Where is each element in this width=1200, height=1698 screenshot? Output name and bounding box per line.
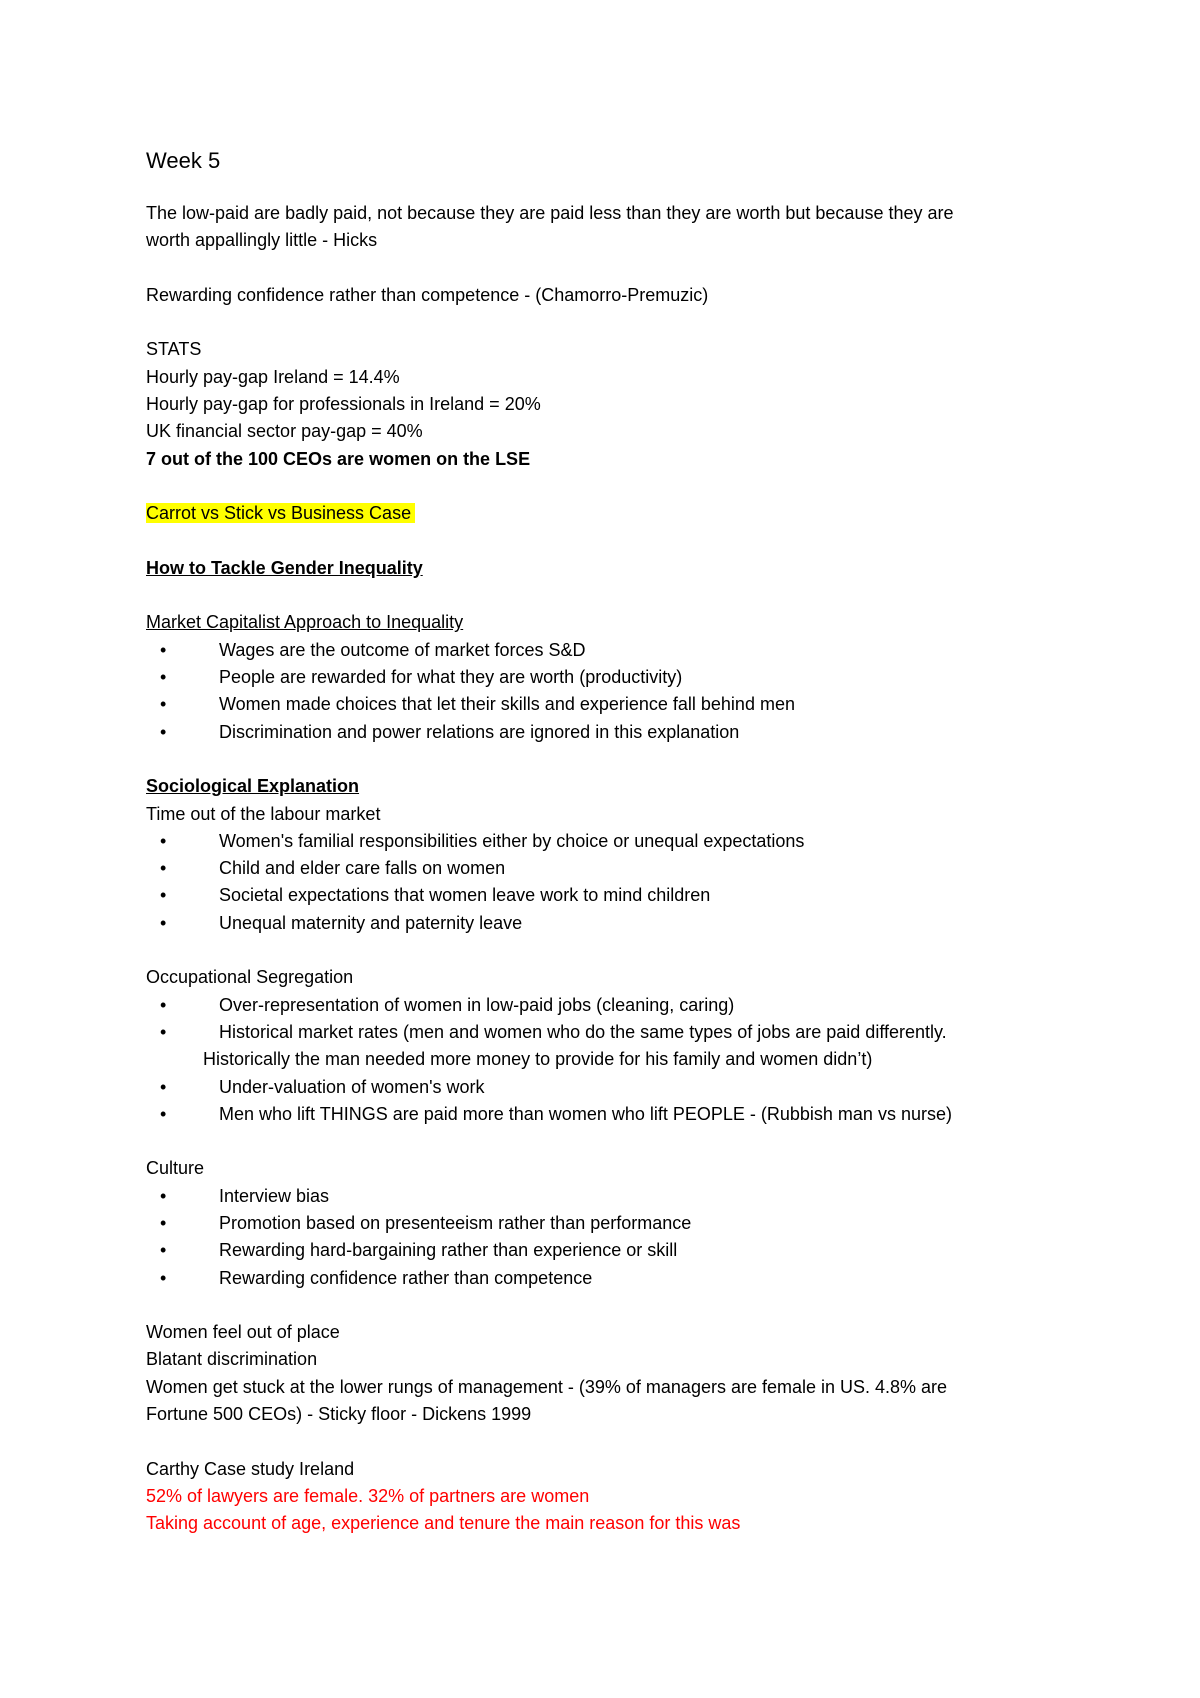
list-item-text: People are rewarded for what they are worth (productivity) <box>219 667 683 688</box>
confidence-quote: Rewarding confidence rather than competence - (Chamorro-Premuzic) <box>146 284 709 305</box>
list-item-text: Rewarding hard-bargaining rather than experience or skill <box>219 1240 678 1261</box>
misc-line: Fortune 500 CEOs) - Sticky floor - Dickens 1999 <box>146 1404 532 1425</box>
bullet-icon: • <box>160 858 167 879</box>
carthy-red-line: Taking account of age, experience and tenure the main reason for this was <box>146 1513 741 1534</box>
bullet-icon: • <box>160 1267 167 1288</box>
bullet-icon: • <box>160 639 167 660</box>
spacer <box>146 473 1066 500</box>
bullet-icon: • <box>160 1076 167 1097</box>
list-item <box>146 1101 1066 1128</box>
occupational-bullet-list <box>146 992 1066 1128</box>
list-item <box>146 855 1066 882</box>
list-item-text-continued: Historically the man needed more money to provide for his family and women didn’t) <box>203 1049 873 1070</box>
list-item-text: Unequal maternity and paternity leave <box>219 912 523 933</box>
document-title: Week 5 <box>146 148 221 173</box>
document-page <box>146 146 1066 1538</box>
spacer <box>146 528 1066 555</box>
bullet-icon: • <box>160 885 167 906</box>
carthy-heading: Carthy Case study Ireland <box>146 1458 355 1479</box>
list-item <box>146 882 1066 909</box>
spacer <box>146 746 1066 773</box>
list-item-text: Discrimination and power relations are ignored in this explanation <box>219 721 740 742</box>
spacer <box>146 582 1066 609</box>
list-item-text: Under-valuation of women's work <box>219 1076 485 1097</box>
spacer <box>146 1292 1066 1319</box>
list-item-text: Interview bias <box>219 1185 330 1206</box>
list-item <box>146 1019 1066 1074</box>
list-item-text: Over-representation of women in low-paid jobs (cleaning, caring) <box>219 994 735 1015</box>
list-item <box>146 1183 1066 1210</box>
stat-item: UK financial sector pay-gap = 40% <box>146 421 423 442</box>
occupational-heading: Occupational Segregation <box>146 967 354 988</box>
list-item-text: Promotion based on presenteeism rather than performance <box>219 1212 692 1233</box>
market-bullet-list <box>146 637 1066 746</box>
misc-line: Women feel out of place <box>146 1322 340 1343</box>
list-item-text: Societal expectations that women leave work to mind children <box>219 885 711 906</box>
hicks-quote-line-1: The low-paid are badly paid, not because they are paid less than they are worth but because they are <box>146 203 954 223</box>
sociological-subheading: Time out of the labour market <box>146 803 381 824</box>
bullet-icon: • <box>160 1185 167 1206</box>
bullet-icon: • <box>160 1021 167 1042</box>
list-item-text: Women made choices that let their skills and experience fall behind men <box>219 694 795 715</box>
spacer <box>146 309 1066 336</box>
stat-item: Hourly pay-gap Ireland = 14.4% <box>146 366 400 387</box>
list-item-text: Wages are the outcome of market forces S&D <box>219 639 586 660</box>
list-item <box>146 1265 1066 1292</box>
culture-heading: Culture <box>146 1158 205 1179</box>
bullet-icon: • <box>160 694 167 715</box>
misc-line: Women get stuck at the lower rungs of management - (39% of managers are female in US. 4.8% are <box>146 1376 948 1397</box>
list-item <box>146 637 1066 664</box>
bullet-icon: • <box>160 912 167 933</box>
spacer <box>146 1128 1066 1155</box>
sociological-bullet-list <box>146 828 1066 937</box>
carthy-red-line: 52% of lawyers are female. 32% of partners are women <box>146 1485 590 1506</box>
list-item <box>146 992 1066 1019</box>
list-item <box>146 1210 1066 1237</box>
list-item <box>146 664 1066 691</box>
list-item-text: Women's familial responsibilities either by choice or unequal expectations <box>219 830 805 851</box>
misc-line: Blatant discrimination <box>146 1349 318 1370</box>
spacer <box>146 937 1066 964</box>
tackle-heading: How to Tackle Gender Inequality <box>146 557 423 578</box>
list-item-text: Historical market rates (men and women who do the same types of jobs are paid differently. <box>219 1021 947 1042</box>
bullet-icon: • <box>160 1103 167 1124</box>
list-item <box>146 1074 1066 1101</box>
bullet-icon: • <box>160 1240 167 1261</box>
list-item <box>146 828 1066 855</box>
stat-item: Hourly pay-gap for professionals in Ireland = 20% <box>146 394 541 415</box>
list-item <box>146 910 1066 937</box>
stats-heading: STATS <box>146 339 202 360</box>
list-item-text: Men who lift THINGS are paid more than women who lift PEOPLE - (Rubbish man vs nurse) <box>219 1103 952 1124</box>
list-item <box>146 1237 1066 1264</box>
sociological-heading: Sociological Explanation <box>146 776 360 797</box>
list-item-text: Child and elder care falls on women <box>219 858 506 879</box>
culture-bullet-list <box>146 1183 1066 1292</box>
bullet-icon: • <box>160 1212 167 1233</box>
list-item <box>146 719 1066 746</box>
spacer <box>146 255 1066 282</box>
list-item <box>146 691 1066 718</box>
spacer <box>146 1428 1066 1455</box>
bullet-icon: • <box>160 994 167 1015</box>
bullet-icon: • <box>160 721 167 742</box>
list-item-text: Rewarding confidence rather than competence <box>219 1267 593 1288</box>
bullet-icon: • <box>160 830 167 851</box>
bullet-icon: • <box>160 667 167 688</box>
stat-item-ceos: 7 out of the 100 CEOs are women on the LSE <box>146 448 531 469</box>
market-heading: Market Capitalist Approach to Inequality <box>146 612 464 633</box>
highlighted-heading: Carrot vs Stick vs Business Case <box>146 503 415 523</box>
hicks-quote-line-2: worth appallingly little - Hicks <box>146 230 378 251</box>
